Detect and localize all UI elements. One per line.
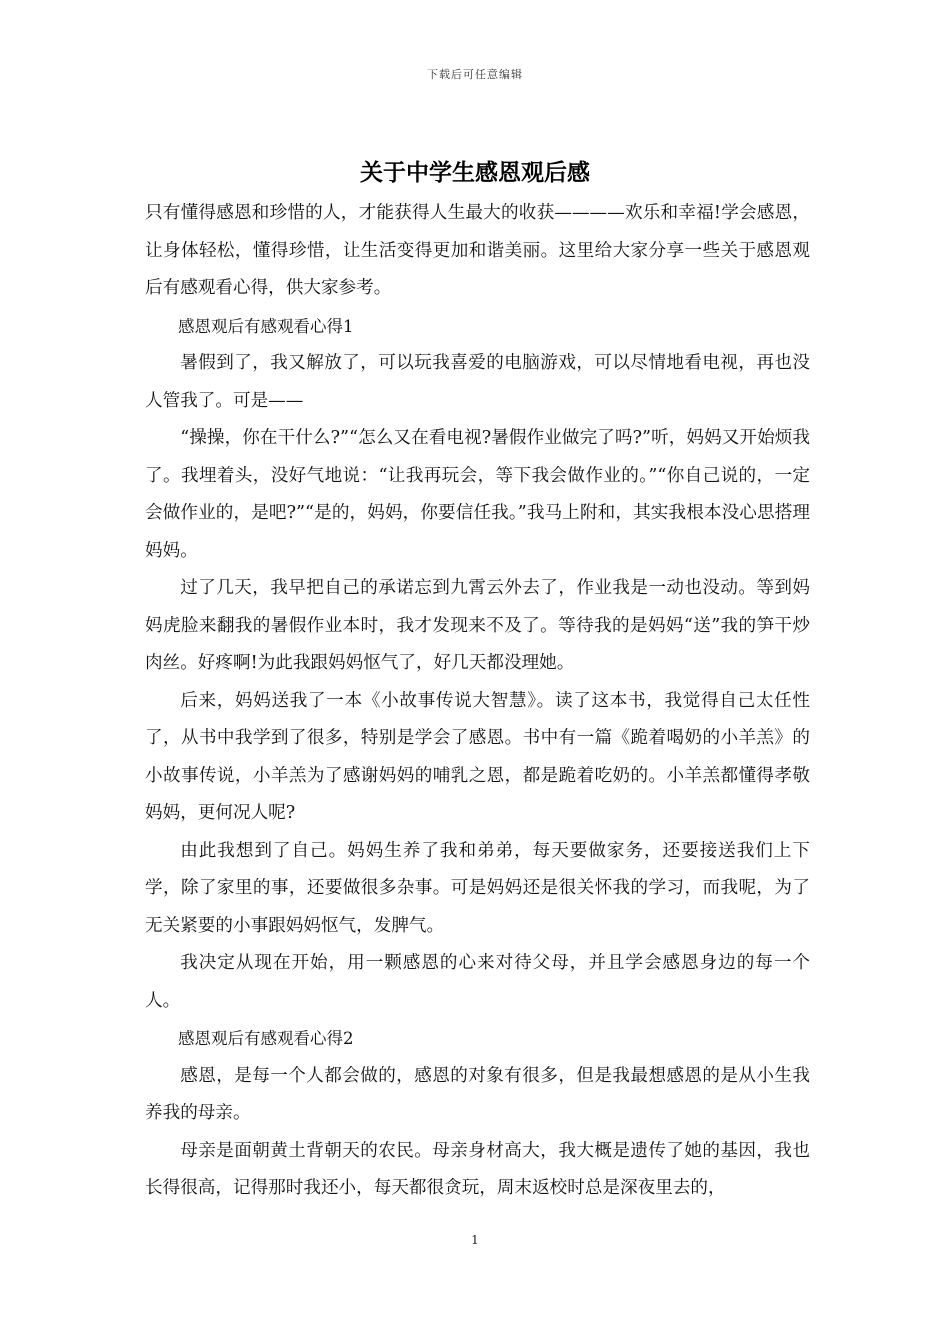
page-number: 1 — [471, 1233, 479, 1247]
document-body — [145, 195, 810, 1208]
body-paragraph: 由此我想到了自己。妈妈生养了我和弟弟，每天要做家务，还要接送我们上下学，除了家里的事，还要做很多杂事。可是妈妈还是很关怀我的学习，而我呢，为了无关紧要的小事跟妈妈怄气，发脾气。 — [145, 840, 810, 936]
body-paragraph: 暑假到了，我又解放了，可以玩我喜爱的电脑游戏，可以尽情地看电视，再也没人管我了。可是—— — [145, 353, 810, 411]
intro-paragraph: 只有懂得感恩和珍惜的人，才能获得人生最大的收获————欢乐和幸福!学会感恩，让身体轻松，懂得珍惜，让生活变得更加和谐美丽。这里给大家分享一些关于感恩观后有感观看心得，供大家参考。 — [145, 203, 810, 298]
body-paragraph: 母亲是面朝黄土背朝天的农民。母亲身材高大，我大概是遗传了她的基因，我也长得很高，记得那时我还小，每天都很贪玩，周末返校时总是深夜里去的， — [145, 1140, 810, 1198]
document-title: 关于中学生感恩观后感 — [360, 159, 590, 186]
body-paragraph: 感恩，是每一个人都会做的，感恩的对象有很多，但是我最想感恩的是从小生我养我的母亲。 — [145, 1065, 810, 1123]
body-paragraph: 过了几天，我早把自己的承诺忘到九霄云外去了，作业我是一动也没动。等到妈妈虎脸来翻我的暑假作业本时，我才发现来不及了。等待我的是妈妈“送”我的笋干炒肉丝。好疼啊!为此我跟妈妈怄气了，好几天都没理她。 — [145, 578, 810, 673]
section-heading-1: 感恩观后有感观看心得1 — [178, 316, 354, 336]
body-paragraph: “操操，你在干什么?”“怎么又在看电视?暑假作业做完了吗?”听，妈妈又开始烦我了。我埋着头，没好气地说：“让我再玩会，等下我会做作业的。”“你自己说的，一定会做作业的，是吧?”“是的，妈妈，你要信任我。”我马上附和，其实我根本没心思搭理妈妈。 — [145, 428, 810, 561]
page-header-note: 下载后可任意编辑 — [427, 68, 523, 81]
body-paragraph: 我决定从现在开始，用一颗感恩的心来对待父母，并且学会感恩身边的每一个人。 — [145, 953, 810, 1011]
body-paragraph: 后来，妈妈送我了一本《小故事传说大智慧》。读了这本书，我觉得自己太任性了，从书中我学到了很多，特别是学会了感恩。书中有一篇《跪着喝奶的小羊羔》的小故事传说，小羊羔为了感谢妈妈的哺乳之恩，都是跪着吃奶的。小羊羔都懂得孝敬妈妈，更何况人呢? — [145, 690, 810, 823]
section-heading-2: 感恩观后有感观看心得2 — [178, 1029, 354, 1048]
